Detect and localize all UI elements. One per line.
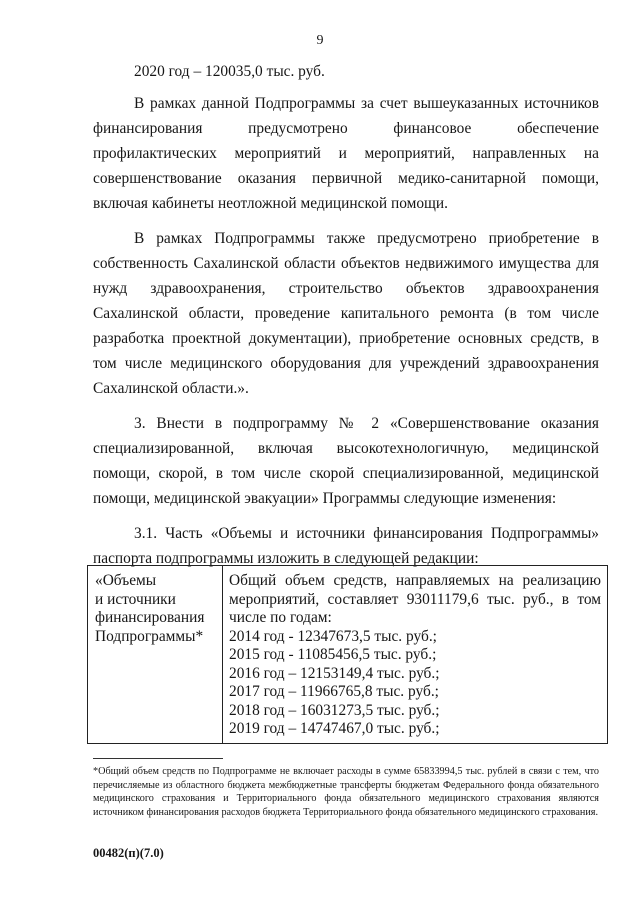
label-line: и источники (95, 590, 176, 608)
funding-year-item: 2016 год – 12153149,4 тыс. руб.; (229, 664, 440, 682)
label-line: финансирования (95, 609, 205, 626)
paragraph-passport-edit: 3.1. Часть «Объемы и источники финансирования Подпрограммы» паспорта подпрограммы изложить в следующей редакции: (93, 525, 599, 567)
funding-year-item: 2014 год - 12347673,5 тыс. руб.; (229, 627, 437, 645)
funding-year-item: 2019 год – 14747467,0 тыс. руб.; (229, 720, 440, 737)
label-line: «Объемы (95, 572, 157, 589)
funding-year-item: 2017 год – 11966765,8 тыс. руб.; (229, 683, 439, 700)
label-line: Подпрограммы* (95, 627, 204, 645)
funding-year-item: 2018 год – 16031273,5 тыс. руб.; (229, 701, 440, 719)
funding-year-item: 2015 год - 11085456,5 тыс. руб.; (229, 646, 437, 663)
funding-table (87, 565, 608, 744)
document-code: 00482(п)(7.0) (93, 846, 164, 860)
table-row (88, 566, 608, 744)
paragraph-funding-2020: 2020 год – 120035,0 тыс. руб. (134, 63, 325, 80)
paragraph-property-acquisition: В рамках Подпрограммы также предусмотрено приобретение в собственность Сахалинской области объектов недвижимого имущества для нужд здравоохранения, строительство объектов здравоохранения Сахалинской области, проведение капитального ремонта (в том числе разработка проектной документации), приобретение основных средств, в том числе медицинского оборудования для учреждений здравоохранения Сахалинской области.». (93, 230, 599, 397)
page-number: 9 (316, 33, 324, 48)
funding-label-cell (88, 566, 223, 744)
paragraph-subprogram-financing: В рамках данной Подпрограммы за счет вышеуказанных источников финансирования предусмотрено финансовое обеспечение профилактических мероприятий и мероприятий, направленных на совершенствование оказания первичной медико-санитарной помощи, включая кабинеты неотложной медицинской помощи. (93, 95, 599, 212)
body-text (93, 59, 599, 575)
footnote-text: *Общий объем средств по Подпрограмме не включает расходы в сумме 65833994,5 тыс. рублей в связи с тем, что перечисляемые из областного бюджета межбюджетные трансферты бюджетам Федерального фонда обязательного медицинского страхования и Территориального фонда обязательного медицинского страхования являются источником финансирования расходов бюджета Территориального фонда обязательного медицинского страхования. (93, 766, 599, 818)
footnote-divider (93, 758, 223, 759)
paragraph-amend-subprogram-2: 3. Внести в подпрограмму № 2 «Совершенствование оказания специализированной, включая высокотехнологичную, медицинской помощи, скорой, в том числе скорой специализированной, медицинской помощи, медицинской эвакуации» Программы следующие изменения: (93, 415, 599, 507)
funding-value-cell (223, 566, 608, 744)
funding-total-text: Общий объем средств, направляемых на реализацию мероприятий, составляет 93011179,6 тыс. руб., в том числе по годам: (229, 572, 601, 626)
